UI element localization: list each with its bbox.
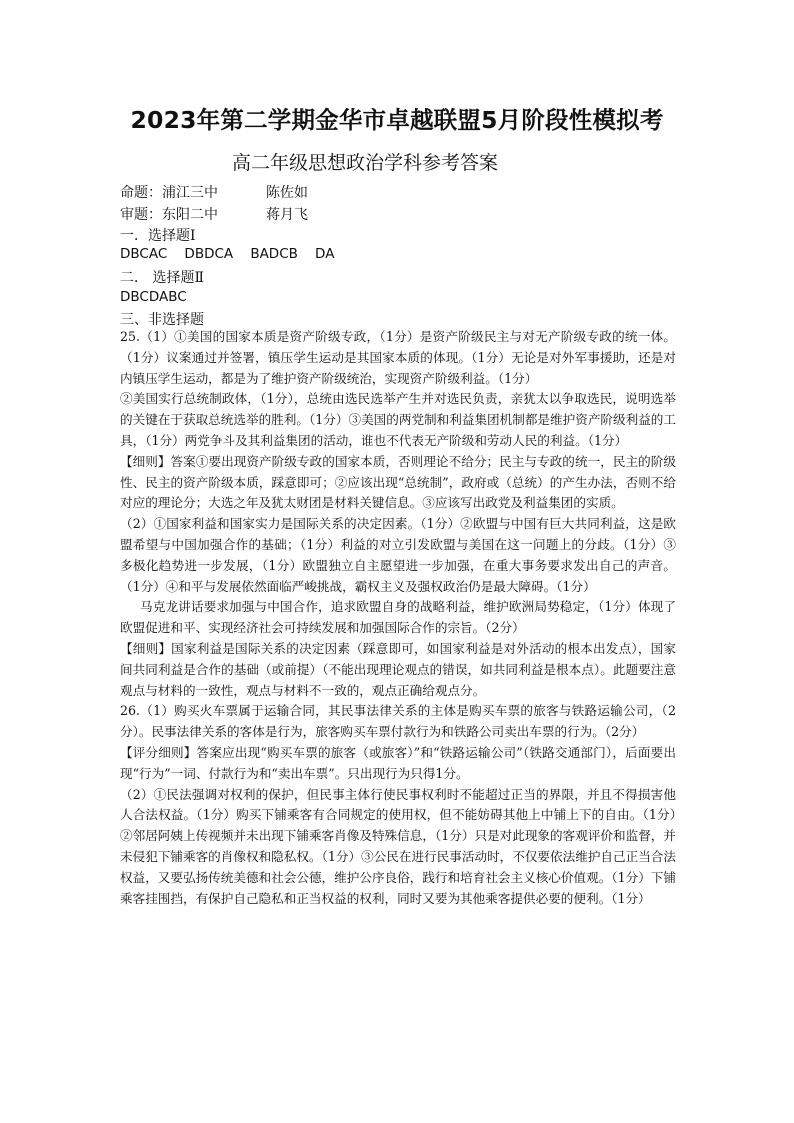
q26-part2: （2）①民法强调对权利的保护，但民事主体行使民事权利时不能超过正当的界限，并且不得损害他人合法权益。（1分）购买下铺乘客有合同规定的使用权，但不能妨碍其他上中铺上下的自由。（1分）②邻居阿姨上传视频并未出现下铺乘客肖像及特殊信息，（1分）只是对此现象的客观评价和监督，并未侵犯下铺乘客的肖像权和隐私权。（1分）③公民在进行民事活动时，不仅要依法维护自己正当合法权益，又要弘扬传统美德和社会公德，维护公序良俗，践行和培育社会主义核心价值观。（1分）下铺乘客挂围挡，有保护自己隐私和正当权益的权利，同时又要为其他乘客提供必要的便利。（1分） bbox=[120, 786, 676, 906]
section2-answers: DBCDABC bbox=[120, 289, 187, 305]
q25-part1-rubric: 【细则】答案①要出现资产阶级专政的国家本质，否则理论不给分；民主与专政的统一，民主的阶级性、民主的资产阶级本质，踩意即可；②应该出现“总统制”，政府或（总统）的产生办法，否则不给对应的理论分；大选之年及犹太财团是材料关键信息。③应该写出政党及利益集团的实质。 bbox=[120, 453, 676, 511]
section1-heading: 一．选择题Ⅰ bbox=[120, 228, 196, 244]
reviewer-label: 审题：东阳二中 bbox=[120, 207, 218, 223]
proposer-label: 命题：浦江三中 bbox=[120, 185, 218, 201]
page-title: 2023年第二学期金华市卓越联盟5月阶段性模拟考 bbox=[130, 106, 664, 134]
q26-part1: 26.（1）购买火车票属于运输合同，其民事法律关系的主体是购买车票的旅客与铁路运输公司，（2分）。民事法律关系的客体是行为，旅客购买车票付款行为和铁路公司卖出车票的行为。（2分） bbox=[120, 703, 676, 740]
reviewer-name: 蒋月飞 bbox=[266, 207, 308, 223]
section2-heading: 二． 选择题Ⅱ bbox=[120, 270, 204, 286]
q25-part1-para2: ②美国实行总统制政体，（1分），总统由选民选举产生并对选民负责，亲犹太以争取选民，说明选举的关键在于获取总统选举的胜利。（1分）③美国的两党制和利益集团机制都是维护资产阶级利益的工具，（1分）两党争斗及其利益集团的活动，谁也不代表无产阶级和劳动人民的利益。（1分） bbox=[120, 391, 676, 448]
q25-part2-para2: 马克龙讲话要求加强与中国合作，追求欧盟自身的战略利益，维护欧洲局势稳定，（1分）体现了欧盟促进和平、实现经济社会可持续发展和加强国际合作的宗旨。（2分） bbox=[120, 599, 676, 636]
q25-part1-para1: 25.（1）①美国的国家本质是资产阶级专政，（1分）是资产阶级民主与对无产阶级专政的统一体。（1分）议案通过并签署，镇压学生运动是其国家本质的体现。（1分）无论是对外军事援助，还是对内镇压学生运动，都是为了维护资产阶级统治，实现资产阶级利益。（1分） bbox=[120, 329, 676, 386]
q26-part1-rubric: 【评分细则】答案应出现“购买车票的旅客（或旅客）”和“铁路运输公司”（铁路交通部门），后面要出现“行为”一词、付款行为和“卖出车票”。只出现行为只得1分。 bbox=[120, 744, 676, 781]
proposer-line bbox=[120, 182, 308, 202]
q25-part2-rubric: 【细则】国家利益是国际关系的决定因素（踩意即可，如国家利益是对外活动的根本出发点），国家间共同利益是合作的基础（或前提）（不能出现理论观点的错误，如共同利益是根本点）。此题要注意观点与材料的一致性，观点与材料不一致的，观点正确给观点分。 bbox=[120, 640, 676, 698]
proposer-name: 陈佐如 bbox=[266, 185, 308, 201]
section1-answers: DBCAC DBDCA BADCB DA bbox=[120, 246, 335, 262]
section3-heading: 三、非选择题 bbox=[120, 312, 204, 328]
answer-body bbox=[120, 327, 676, 909]
page-subtitle: 高二年级思想政治学科参考答案 bbox=[232, 152, 499, 174]
q25-part2-para1: （2）①国家利益和国家实力是国际关系的决定因素。（1分）②欧盟与中国有巨大共同利益，这是欧盟希望与中国加强合作的基础；（1分）利益的对立引发欧盟与美国在这一问题上的分歧。（1分）③多极化趋势进一步发展，（1分）欧盟独立自主愿望进一步加强，在重大事务要求发出自己的声音。（1分）④和平与发展依然面临严峻挑战，霸权主义及强权政治仍是最大障碍。（1分） bbox=[120, 516, 676, 594]
reviewer-line bbox=[120, 204, 308, 224]
